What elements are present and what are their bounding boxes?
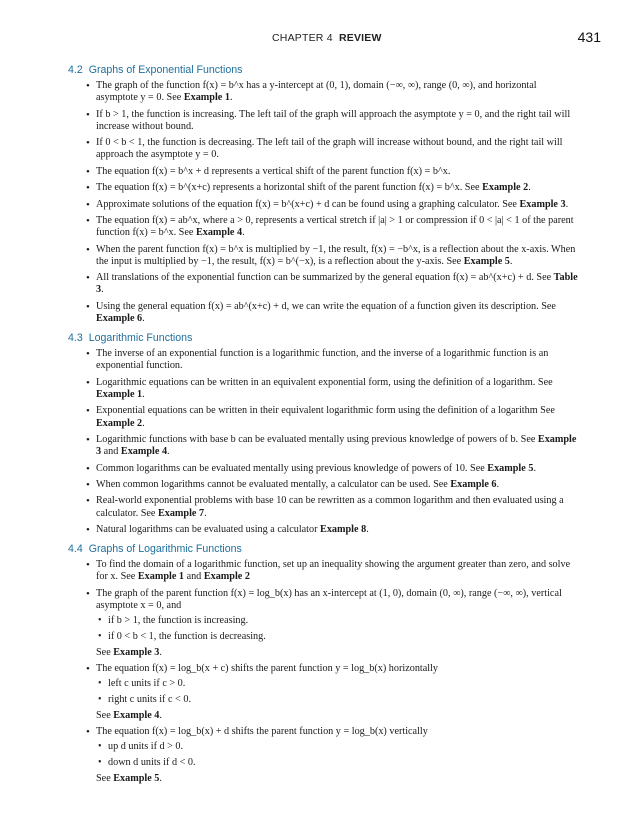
- item-end: .: [565, 198, 569, 210]
- item-text: The equation f(x) = ab^x, where a > 0, represents a vertical stretch if |a| > 1 or compression if 0 < |a| < 1 of the parent function f(x) = b^x. See: [96, 214, 574, 239]
- section-title: Graphs of Exponential Functions: [88, 64, 243, 76]
- item-end: .: [496, 478, 500, 490]
- example-reference: Example 2: [96, 417, 143, 429]
- sub-list: [96, 741, 578, 769]
- section-heading: [68, 332, 578, 345]
- example-reference: Example 3: [96, 433, 577, 458]
- list-item: [68, 199, 578, 211]
- example-reference: Example 6: [450, 478, 497, 490]
- section-4-2: [68, 64, 578, 325]
- list-item: [68, 182, 578, 194]
- list-item: [68, 559, 578, 583]
- item-end: .: [142, 417, 145, 429]
- example-reference: Example 7: [157, 507, 205, 519]
- list-item: [68, 377, 578, 401]
- item-end: .: [204, 507, 207, 519]
- section-4-4: [68, 543, 578, 785]
- example-reference: Example 3: [519, 198, 566, 210]
- item-end: .: [242, 227, 245, 239]
- sub-list-item: • left c units if c > 0.: [96, 678, 578, 690]
- example-reference: Example 4: [120, 446, 168, 458]
- example-reference: Example 1: [183, 92, 230, 104]
- bullet-list: [68, 348, 578, 536]
- example-reference: Table 3: [96, 272, 578, 296]
- list-item: [68, 80, 578, 104]
- item-text: The equation f(x) = b^x + d represents a vertical shift of the parent function f(x) = b^x.: [96, 165, 451, 177]
- list-item: [68, 463, 578, 475]
- list-item: [68, 301, 578, 325]
- sub-list-item: • down d units if d < 0.: [96, 757, 578, 769]
- item-text: When the parent function f(x) = b^x is multiplied by −1, the result, f(x) = −b^x, is a reflection about the x-axis. When the input is multiplied by −1, the result, f(x) = b^(−x), is a reflection about the y-axis. See: [96, 243, 576, 267]
- example-reference: Example 3: [113, 646, 160, 658]
- item-text: Approximate solutions of the equation f(x) = b^(x+c) + d can be found using a graphing calculator. See: [96, 198, 520, 210]
- item-text: Common logarithms can be evaluated mentally using previous knowledge of powers of 10. See: [96, 462, 488, 474]
- section-heading: [68, 64, 578, 77]
- list-item: [68, 215, 578, 239]
- list-item: [68, 479, 578, 491]
- sub-list-item: • up d units if d > 0.: [96, 741, 578, 753]
- item-text: If b > 1, the function is increasing. The left tail of the graph will approach the asymptote y = 0, and the right tail will increase without bound.: [96, 108, 571, 132]
- item-text: The graph of the function f(x) = b^x has a y-intercept at (0, 1), domain (−∞, ∞), range (0, ∞), and horizontal asymptote y = 0. See: [96, 80, 537, 104]
- item-end: .: [142, 312, 145, 324]
- item-text: Real-world exponential problems with base 10 can be rewritten as a common logarithm and then evaluated using a calculator. See: [96, 495, 564, 519]
- list-item: [68, 348, 578, 372]
- example-reference: Example 2: [203, 571, 250, 583]
- example-reference: Example 4: [113, 709, 160, 721]
- example-reference: Example 8: [320, 523, 367, 535]
- see-text: See: [96, 772, 114, 784]
- list-item: [68, 109, 578, 133]
- list-item: [68, 405, 578, 429]
- item-text: Natural logarithms can be evaluated using a calculator: [96, 523, 321, 535]
- item-text: Logarithmic functions with base b can be evaluated mentally using previous knowledge of powers of b. See: [96, 433, 538, 445]
- chapter-label: CHAPTER 4 REVIEW: [272, 32, 382, 44]
- see-line: [96, 647, 578, 659]
- item-end: .: [101, 284, 104, 296]
- item-text: When common logarithms cannot be evaluated mentally, a calculator can be used. See: [96, 478, 451, 490]
- sub-list-item: • if b > 1, the function is increasing.: [96, 615, 578, 627]
- item-text: Exponential equations can be written in their equivalent logarithmic form using the definition of a logarithm See: [96, 405, 555, 417]
- list-item: [68, 726, 578, 785]
- list-item: [68, 524, 578, 536]
- item-end: .: [533, 462, 536, 474]
- see-line: [96, 773, 578, 785]
- item-end: .: [528, 182, 531, 194]
- example-reference: Example 5: [463, 255, 510, 267]
- list-item: [68, 166, 578, 178]
- bullet-list: [68, 559, 578, 785]
- list-item: [68, 495, 578, 519]
- item-end: .: [229, 92, 233, 104]
- see-end: .: [159, 772, 162, 784]
- page-header: [0, 29, 630, 49]
- item-connector: and: [184, 571, 204, 583]
- item-text: The graph of the parent function f(x) = log_b(x) has an x-intercept at (1, 0), domain (0, ∞), range (−∞, ∞), vertical asymptote x = 0, and: [96, 587, 562, 611]
- list-item: [68, 434, 578, 458]
- example-reference: Example 1: [137, 571, 185, 583]
- example-reference: Example 2: [482, 182, 529, 194]
- sub-list: [96, 678, 578, 706]
- list-item: [68, 663, 578, 722]
- section-number: 4.4: [68, 543, 83, 556]
- see-end: .: [159, 709, 162, 721]
- review-content: [68, 64, 578, 792]
- item-end: .: [509, 255, 513, 267]
- example-reference: Example 1: [96, 388, 143, 400]
- section-4-3: [68, 332, 578, 536]
- item-text: Using the general equation f(x) = ab^(x+c) + d, we can write the equation of a function given its description. See: [96, 300, 556, 312]
- item-text: If 0 < b < 1, the function is decreasing. The left tail of the graph will increase without bound, and the right tail will approach the asymptote y = 0.: [96, 137, 563, 161]
- example-reference: Example 5: [487, 462, 534, 474]
- section-number: 4.3: [68, 332, 83, 345]
- section-heading: [68, 543, 578, 556]
- item-end: .: [167, 446, 170, 458]
- item-text: The equation f(x) = log_b(x) + d shifts the parent function y = log_b(x) vertically: [96, 725, 428, 737]
- sub-list-item: • if 0 < b < 1, the function is decreasing.: [96, 631, 578, 643]
- example-reference: Example 6: [96, 312, 143, 324]
- list-item: [68, 244, 578, 268]
- see-text: See: [96, 709, 114, 721]
- section-title: Graphs of Logarithmic Functions: [88, 543, 242, 556]
- example-reference: Example 5: [113, 772, 160, 784]
- bullet-list: [68, 80, 578, 325]
- see-line: [96, 710, 578, 722]
- list-item: [68, 588, 578, 659]
- sub-list: [96, 615, 578, 643]
- see-end: .: [159, 646, 162, 658]
- page-number: 431: [577, 29, 601, 45]
- see-text: See: [96, 646, 114, 658]
- item-text: The equation f(x) = b^(x+c) represents a horizontal shift of the parent function f(x) = b^x. See: [96, 182, 483, 194]
- list-item: [68, 272, 578, 296]
- item-text: The inverse of an exponential function is a logarithmic function, and the inverse of a logarithmic function is an exponential function.: [96, 348, 549, 372]
- example-reference: Example 4: [195, 227, 243, 239]
- section-title: Logarithmic Functions: [88, 332, 193, 345]
- sub-list-item: • right c units if c < 0.: [96, 694, 578, 706]
- item-end: .: [142, 388, 145, 400]
- item-text: Logarithmic equations can be written in an equivalent exponential form, using the definition of a logarithm. See: [96, 376, 553, 388]
- item-text: The equation f(x) = log_b(x + c) shifts the parent function y = log_b(x) horizontally: [96, 662, 439, 674]
- section-number: 4.2: [68, 64, 83, 76]
- item-end: .: [366, 523, 369, 535]
- item-text: All translations of the exponential function can be summarized by the general equation f(x) = ab^(x+c) + d. See: [96, 272, 554, 284]
- item-text: To find the domain of a logarithmic function, set up an inequality showing the argument greater than zero, and solve for x. See: [96, 559, 571, 583]
- item-connector: and: [101, 446, 121, 458]
- list-item: [68, 137, 578, 161]
